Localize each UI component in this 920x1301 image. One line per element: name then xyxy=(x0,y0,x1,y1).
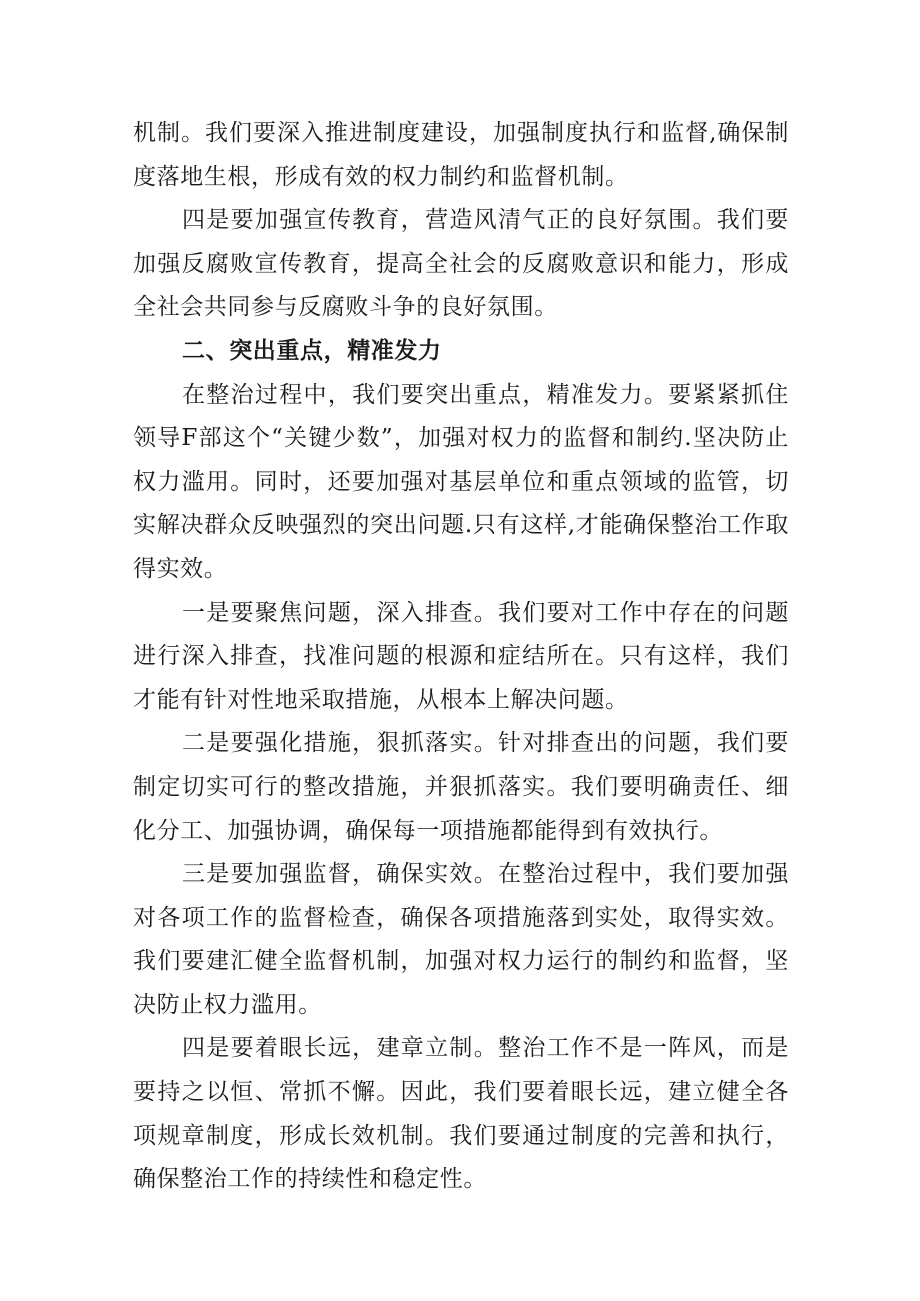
paragraph-point-four-longterm: 四是要着眼长远，建章立制。整治工作不是一阵风，而是要持之以恒、常抓不懈。因此，我们要着眼长远，建立健全各项规章制度，形成长效机制。我们要通过制度的完善和执行，确保整治工作的持续性和稳定性。 xyxy=(133,1035,789,1193)
paragraph-point-three: 三是要加强监督，确保实效。在整治过程中，我们要加强对各项工作的监督检查，确保各项措施落到实处，取得实效。我们要建汇健全监督机制，加强对权力运行的制约和监督，坚决防止权力滥用。 xyxy=(133,861,789,1018)
section-heading: 二、突出重点，精准发力 xyxy=(182,337,442,364)
document-body xyxy=(133,112,789,1202)
paragraph-point-one: 一是要聚焦问题，深入排查。我们要对工作中存在的问题进行深入排查，找准问题的根源和症结所在。只有这样，我们才能有针对性地采取措施，从根本上解决问题。 xyxy=(133,599,789,713)
paragraph-continuation: 机制。我们要深入推进制度建设，加强制度执行和监督,确保制度落地生根，形成有效的权力制约和监督机制。 xyxy=(133,120,789,190)
paragraph-point-two: 二是要强化措施，狠抓落实。针对排查出的问题，我们要制定切实可行的整改措施，并狠抓落实。我们要明确责任、细化分工、加强协调，确保每一项措施都能得到有效执行。 xyxy=(133,730,789,844)
paragraph-section-intro: 在整治过程中，我们要突出重点，精准发力。要紧紧抓住领导F部这个“关键少数”，加强对权力的监督和制约.坚决防止权力滥用。同时，还要加强对基层单位和重点领域的监管，切实解决群众反映强烈的突出问题.只有这样,才能确保整治工作取得实效。 xyxy=(133,381,789,582)
paragraph-point-four-education: 四是要加强宣传教育，营造风清气正的良好氛围。我们要加强反腐败宣传教育，提高全社会的反腐败意识和能力，形成全社会共同参与反腐败斗争的良好氛围。 xyxy=(133,207,789,321)
